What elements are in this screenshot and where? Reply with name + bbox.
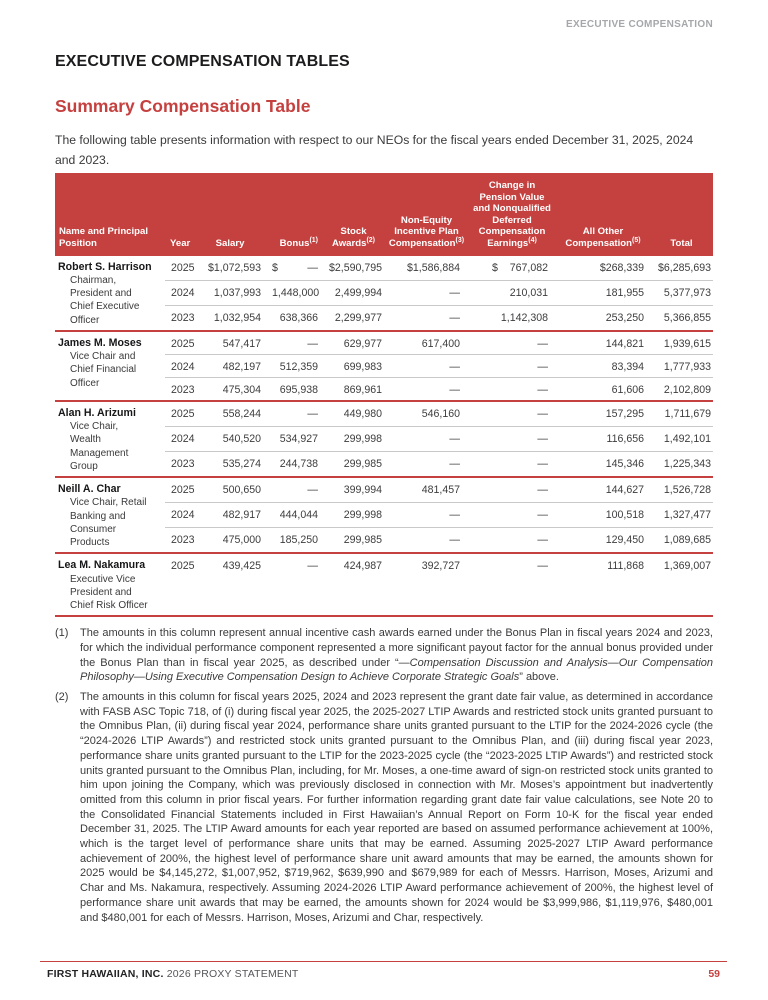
salary-cell: 482,197	[200, 354, 264, 377]
non-equity-cell: 392,727	[385, 553, 468, 616]
non-equity-cell: —	[385, 354, 468, 377]
column-header-pension: Change in Pension Value and Nonqualified Deferred Compensation Earnings$^{(4)}$	[468, 173, 556, 256]
neo-position-line: Banking and	[70, 510, 126, 522]
column-header-name: Name and Principal Position	[55, 173, 165, 256]
non-equity-cell: —	[385, 280, 468, 305]
neo-position-line: Chief Risk Officer	[70, 600, 148, 612]
total-cell: 5,377,973	[650, 280, 713, 305]
year-cell: 2025	[165, 331, 200, 355]
total-cell: 1,225,343	[663, 457, 711, 470]
all-other-cell: 61,606	[611, 383, 644, 396]
non-equity-cell: —	[385, 426, 468, 451]
salary-cell: 482,917	[200, 503, 264, 528]
non-equity-cell: —	[385, 503, 468, 528]
pension-cell: —	[537, 383, 548, 396]
salary-cell: 500,650	[200, 477, 264, 503]
year-cell: 2024	[165, 280, 200, 305]
stock-awards-cell: 699,983	[322, 354, 385, 377]
stock-awards-cell: 2,299,977	[334, 311, 382, 324]
neo-position-line: Chief Financial	[70, 364, 137, 376]
non-equity-cell: —	[449, 534, 460, 547]
salary-cell: 547,417	[200, 331, 264, 355]
neo-name-cell	[55, 553, 165, 616]
neo-position-line: President and	[70, 586, 132, 598]
total-cell: $6,285,693	[650, 256, 713, 281]
neo-position-line: Officer	[70, 314, 100, 326]
bonus-cell: 512,359	[264, 354, 322, 377]
page-number: 59	[708, 968, 720, 980]
pension-cell: —	[537, 457, 548, 470]
column-header-total: Total	[650, 173, 713, 256]
total-cell: 1,939,615	[650, 331, 713, 355]
salary-cell: 558,244	[200, 401, 264, 427]
pension-cell: —	[468, 331, 556, 355]
total-cell: 1,089,685	[663, 534, 711, 547]
pension-cell: —	[537, 534, 548, 547]
column-header-stock-awards: Stock Awards$^{(2)}$	[322, 173, 385, 256]
footer-doc-label: 2026 PROXY STATEMENT	[163, 968, 299, 980]
stock-awards-cell: 869,961	[343, 383, 382, 396]
footnote-2	[55, 690, 713, 925]
neo-name: Neill A. Char	[58, 483, 121, 495]
stock-awards-cell: 299,985	[343, 534, 382, 547]
neo-position-line: Vice Chair,	[70, 421, 119, 433]
year-cell: 2023	[171, 534, 195, 547]
salary-cell: 535,274	[222, 457, 261, 470]
year-cell: 2024	[165, 354, 200, 377]
total-cell: 1,327,477	[650, 503, 713, 528]
total-cell: 5,366,855	[663, 311, 711, 324]
salary-cell: 475,304	[222, 383, 261, 396]
pension-cell: —	[468, 553, 556, 616]
footnote-1	[55, 626, 713, 685]
bonus-cell: $ —	[264, 256, 322, 281]
column-header-salary: Salary	[200, 173, 264, 256]
pension-cell: —	[468, 503, 556, 528]
pension-cell: —	[468, 426, 556, 451]
bonus-cell: 695,938	[279, 383, 318, 396]
footnote-number: (1)	[55, 627, 69, 640]
neo-position-line: Wealth	[70, 434, 101, 446]
table-row	[55, 401, 713, 427]
neo-position-line: Vice Chair and	[70, 351, 136, 363]
stock-awards-cell: 399,994	[322, 477, 385, 503]
bonus-cell: 244,738	[279, 457, 318, 470]
neo-position-line: Chairman,	[70, 274, 117, 286]
neo-name-cell	[55, 401, 165, 477]
pension-cell: —	[468, 354, 556, 377]
year-cell: 2025	[165, 553, 200, 616]
year-cell: 2025	[165, 401, 200, 427]
neo-position-line: Executive Vice	[70, 573, 136, 585]
bonus-cell: 444,044	[264, 503, 322, 528]
pension-cell: 210,031	[468, 280, 556, 305]
year-cell: 2023	[171, 457, 195, 470]
all-other-cell: 253,250	[605, 311, 644, 324]
stock-awards-cell: $2,590,795	[322, 256, 385, 281]
footer-company-label	[47, 968, 299, 980]
salary-cell: $1,072,593	[200, 256, 264, 281]
neo-name: Alan H. Arizumi	[58, 406, 136, 419]
stock-awards-cell: 424,987	[322, 553, 385, 616]
salary-cell: 439,425	[200, 553, 264, 616]
salary-cell: 475,000	[222, 534, 261, 547]
bonus-cell: 638,366	[279, 311, 318, 324]
footnote-number: (2)	[55, 691, 69, 704]
non-equity-cell: —	[449, 311, 460, 324]
footnote-text: The amounts in this column represent annual incentive cash awards earned under the Bonus Plan in fiscal years 2024 and 2023, for which the individual performance component represented a more significant payout factor for the annual bonus provided under the Bonus Plan than in fiscal year 2025, as described under “—Compensation Discussion and Analysis—Our Compensation Philosophy—Using Executive Compensation Design to Achieve Corporate Strategic Goals” above.	[80, 627, 713, 684]
year-cell: 2023	[171, 311, 195, 324]
all-other-cell: 145,346	[605, 457, 644, 470]
footnote-text: The amounts in this column for fiscal years 2025, 2024 and 2023 represent the grant date fair value, as determined in accordance with FASB ASC Topic 718, of (i) during fiscal year 2025, the 2025-2027 LTIP Awards and restricted stock units granted pursuant to the Omnibus Plan, (ii) during fiscal year 2024, performance share units granted pursuant to the LTIP for the 2024-2026 cycle (the “2024-2026 LTIP Awards”) and restricted stock units granted pursuant to the Omnibus Plan, and (iii) during fiscal year 2023, performance share units granted pursuant to the LTIP for the 2023-2025 cycle (the “2023-2025 LTIP Awards”) and restricted stock units granted pursuant to the Omnibus Plan, including, for Mr. Moses, a one-time award of sign-on restricted stock units granted to him upon joining the Company, which was previously disclosed in connection with Mr. Moses’s appointment but inadvertently omitted from this column in prior fiscal years. For further information regarding grant date fair value calculations, see Note 20 to the Consolidated Financial Statements included in First Hawaiian’s Annual Report on Form 10-K for the fiscal year ended December 31, 2025. The LTIP Award amounts for each year reported are based on assumed performance achievement at 100%, which is the target level of performance share units that may be earned. Assuming 2025-2027 LTIP Award performance achievement of 200%, the highest level of performance share unit award amounts that may be earned, the amounts shown for 2025 would be $4,145,272, $1,007,952, $719,962, $639,990 and $679,989 for each of Messrs. Harrison, Moses, Arizumi and Char and Ms. Nakamura, respectively. Assuming 2024-2026 LTIP Award performance achievement of 200%, the highest level of performance share unit awards that may be earned, the amounts shown for 2024 would be $3,999,986, $1,119,976, $480,001 and $480,001 for each of Messrs. Harrison, Moses, Arizumi and Char, respectively.	[80, 691, 713, 924]
all-other-cell: 144,627	[556, 477, 650, 503]
neo-name-cell	[55, 256, 165, 331]
stock-awards-cell: 449,980	[322, 401, 385, 427]
total-cell: 2,102,809	[663, 383, 711, 396]
column-header-all-other: All Other Compensation$^{(5)}$	[556, 173, 650, 256]
all-other-cell: $268,339	[556, 256, 650, 281]
bonus-cell: —	[264, 477, 322, 503]
all-other-cell: 181,955	[556, 280, 650, 305]
page-title: EXECUTIVE COMPENSATION TABLES	[55, 53, 350, 70]
stock-awards-cell: 299,998	[322, 503, 385, 528]
neo-name-cell	[55, 477, 165, 553]
non-equity-cell: $1,586,884	[385, 256, 468, 281]
non-equity-cell: 481,457	[385, 477, 468, 503]
table-row	[55, 331, 713, 355]
table-row	[55, 477, 713, 503]
total-cell: 1,711,679	[650, 401, 713, 427]
pension-cell: 1,142,308	[500, 311, 548, 324]
stock-awards-cell: 629,977	[322, 331, 385, 355]
stock-awards-cell: 299,985	[343, 457, 382, 470]
total-cell: 1,777,933	[650, 354, 713, 377]
neo-name: James M. Moses	[58, 336, 142, 349]
neo-position-line: Group	[70, 460, 98, 472]
table-row	[55, 256, 713, 281]
pension-cell: —	[468, 477, 556, 503]
column-header-non-equity: Non-Equity Incentive Plan Compensation$^{(3)}$	[385, 173, 468, 256]
all-other-cell: 100,518	[556, 503, 650, 528]
all-other-cell: 157,295	[556, 401, 650, 427]
salary-cell: 1,032,954	[213, 311, 261, 324]
summary-compensation-table	[55, 173, 713, 617]
year-cell: 2024	[165, 503, 200, 528]
non-equity-cell: 546,160	[385, 401, 468, 427]
footnotes	[55, 626, 713, 925]
section-title: Summary Compensation Table	[55, 96, 311, 116]
neo-position-line: Officer	[70, 377, 100, 389]
neo-position-line: Vice Chair, Retail	[70, 497, 147, 509]
non-equity-cell: —	[449, 457, 460, 470]
neo-position-line: Chief Executive	[70, 301, 140, 313]
salary-cell: 1,037,993	[200, 280, 264, 305]
column-header-bonus: Bonus$^{(1)}$	[264, 173, 322, 256]
neo-name-cell	[55, 331, 165, 401]
neo-position-line: Products	[70, 537, 110, 549]
neo-name: Lea M. Nakamura	[58, 559, 146, 572]
bonus-cell: 1,448,000	[264, 280, 322, 305]
intro-paragraph: The following table presents information with respect to our NEOs for the fiscal years ended December 31, 2025, 2024 and 2023.	[55, 133, 694, 167]
year-cell: 2025	[165, 256, 200, 281]
neo-position-line: Consumer	[70, 523, 117, 535]
bonus-cell: —	[264, 331, 322, 355]
all-other-cell: 83,394	[556, 354, 650, 377]
bonus-cell: 534,927	[264, 426, 322, 451]
total-cell: 1,369,007	[650, 553, 713, 616]
pension-cell: $ 767,082	[468, 256, 556, 281]
salary-cell: 540,520	[200, 426, 264, 451]
non-equity-cell: —	[449, 383, 460, 396]
pension-cell: —	[468, 401, 556, 427]
all-other-cell: 111,868	[556, 553, 650, 616]
non-equity-cell: 617,400	[385, 331, 468, 355]
bonus-cell: 185,250	[279, 534, 318, 547]
all-other-cell: 116,656	[556, 426, 650, 451]
neo-name: Robert S. Harrison	[58, 260, 152, 273]
year-cell: 2024	[165, 426, 200, 451]
bonus-cell: —	[264, 401, 322, 427]
column-header-year: Year	[165, 173, 200, 256]
bonus-cell: —	[264, 553, 322, 616]
all-other-cell: 129,450	[605, 534, 644, 547]
table-row	[55, 553, 713, 616]
stock-awards-cell: 2,499,994	[322, 280, 385, 305]
running-head: EXECUTIVE COMPENSATION	[566, 19, 713, 30]
stock-awards-cell: 299,998	[322, 426, 385, 451]
footer-company: FIRST HAWAIIAN, INC.	[47, 968, 164, 980]
page-footer	[40, 961, 727, 980]
all-other-cell: 144,821	[556, 331, 650, 355]
neo-position-line: Management	[70, 447, 129, 459]
total-cell: 1,492,101	[650, 426, 713, 451]
year-cell: 2023	[171, 383, 195, 396]
table-header-row	[55, 173, 713, 256]
total-cell: 1,526,728	[650, 477, 713, 503]
neo-position-line: President and	[70, 288, 132, 300]
year-cell: 2025	[165, 477, 200, 503]
